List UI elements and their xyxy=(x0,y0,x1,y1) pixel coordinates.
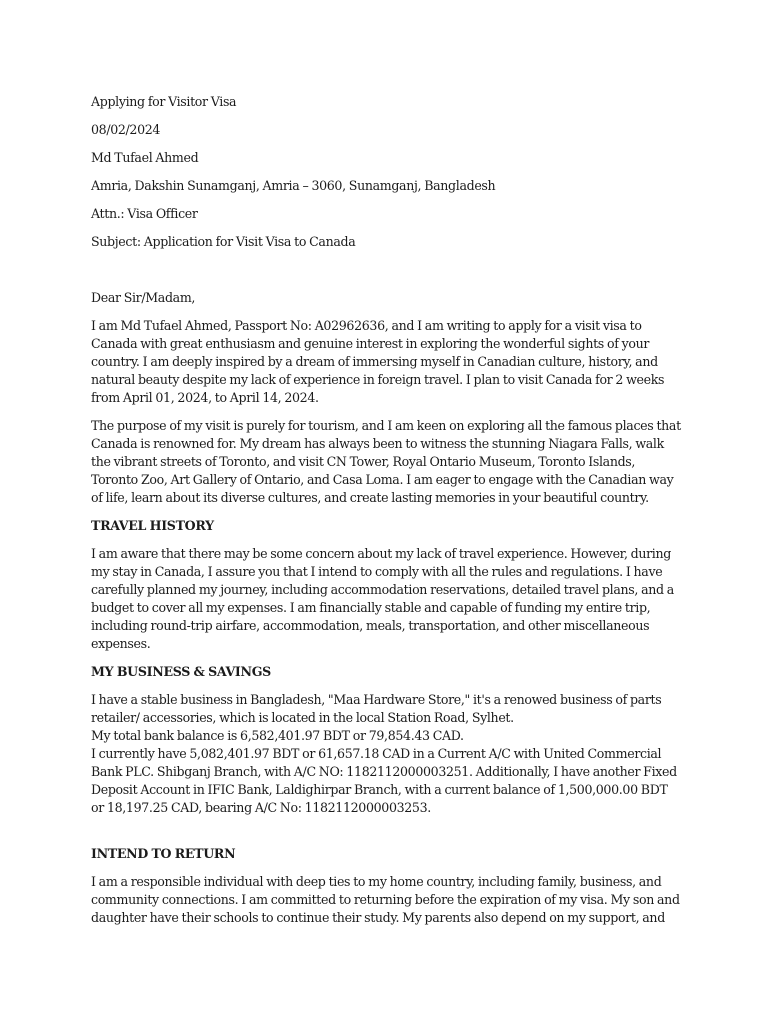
return-paragraph: I am a responsible individual with deep ties to my home country, including family, business, and community connections. I am committed to returning before the expiration of my visa. My son and daughter have their schools to continue their study. My parents also depend on my support, and xyxy=(91,874,680,925)
purpose-paragraph: The purpose of my visit is purely for tourism, and I am keen on exploring all the famous places that Canada is renowned for. My dream has always been to witness the stunning Niagara Falls, walk the vibrant streets of Toronto, and visit CN Tower, Royal Ontario Museum, Toronto Islands, Toronto Zoo, Art Gallery of Ontario, and Casa Loma. I am eager to engage with the Canadian way of life, learn about its diverse cultures, and create lasting memories in your beautiful country. xyxy=(91,418,681,505)
business-savings-heading: MY BUSINESS & SAVINGS xyxy=(91,664,271,679)
bank-total-line: My total bank balance is 6,582,401.97 BDT or 79,854.43 CAD. xyxy=(91,728,464,743)
intro-paragraph: I am Md Tufael Ahmed, Passport No: A02962636, and I am writing to apply for a visit visa to Canada with great enthusiasm and genuine interest in exploring the wonderful sights of your country. I am deeply inspired by a dream of immersing myself in Canadian culture, history, and natural beauty despite my lack of experience in foreign travel. I plan to visit Canada for 2 weeks from April 01, 2024, to April 14, 2024. xyxy=(91,318,665,405)
travel-history-heading: TRAVEL HISTORY xyxy=(91,518,214,533)
travel-history-paragraph: I am aware that there may be some concern about my lack of travel experience. However, during my stay in Canada, I assure you that I intend to comply with all the rules and regulations. I have carefully planned my journey, including accommodation reservations, detailed travel plans, and a budget to cover all my expenses. I am financially stable and capable of funding my entire trip, including round-trip airfare, accommodation, meals, transportation, and other miscellaneous expenses. xyxy=(91,546,674,651)
business-paragraph: I have a stable business in Bangladesh, "Maa Hardware Store," it's a renowed business of parts retailer/ accessories, which is located in the local Station Road, Sylhet. xyxy=(91,692,662,725)
salutation: Dear Sir/Madam, xyxy=(91,290,196,305)
subject-line: Subject: Application for Visit Visa to Canada xyxy=(91,234,356,249)
spacer xyxy=(91,827,683,845)
letter-date: 08/02/2024 xyxy=(91,122,161,137)
spacer xyxy=(91,261,683,289)
sender-address: Amria, Dakshin Sunamganj, Amria – 3060, Sunamganj, Bangladesh xyxy=(91,178,496,193)
intend-to-return-heading: INTEND TO RETURN xyxy=(91,846,236,861)
letter-title: Applying for Visitor Visa xyxy=(91,94,237,109)
letter-content xyxy=(91,93,683,937)
bank-details-paragraph: I currently have 5,082,401.97 BDT or 61,657.18 CAD in a Current A/C with United Commercial Bank PLC. Shibganj Branch, with A/C NO: 1182112000003251. Additionally, I have another Fixed Deposit Account in IFIC Bank, Laldighirpar Branch, with a current balance of 1,500,000.00 BDT or 18,197.25 CAD, bearing A/C No: 1182112000003253. xyxy=(91,746,677,815)
sender-name: Md Tufael Ahmed xyxy=(91,150,199,165)
attention-line: Attn.: Visa Officer xyxy=(91,206,198,221)
